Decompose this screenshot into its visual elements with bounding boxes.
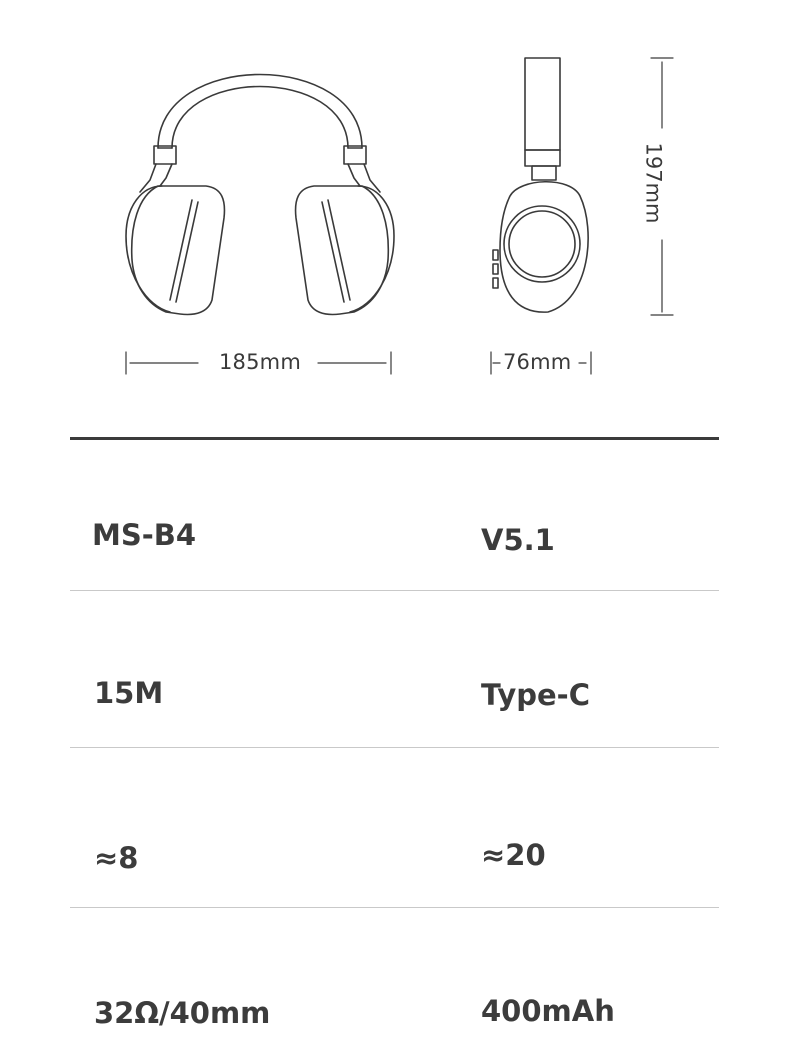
spec-table-top-divider: [70, 437, 719, 440]
row-divider: [70, 747, 719, 748]
spec-music-time: ≈8: [94, 841, 139, 875]
spec-impedance-driver: 32Ω/40mm: [94, 996, 271, 1030]
headphones-front-icon: [126, 75, 394, 315]
width-dimension-label: 185mm: [219, 350, 301, 374]
spec-range: 15M: [94, 676, 164, 710]
spec-standby-time: ≈20: [481, 838, 546, 872]
spec-bluetooth-version: V5.1: [481, 523, 555, 557]
headphones-dimension-diagram: [0, 0, 790, 430]
spec-charging-port: Type-C: [481, 678, 590, 712]
height-dimension-label: 197mm: [641, 142, 666, 224]
depth-dimension-label: 76mm: [503, 350, 572, 374]
row-divider: [70, 590, 719, 591]
spec-model: MS-B4: [92, 518, 197, 552]
headphones-side-icon: [493, 58, 588, 312]
row-divider: [70, 907, 719, 908]
spec-battery: 400mAh: [481, 994, 615, 1028]
